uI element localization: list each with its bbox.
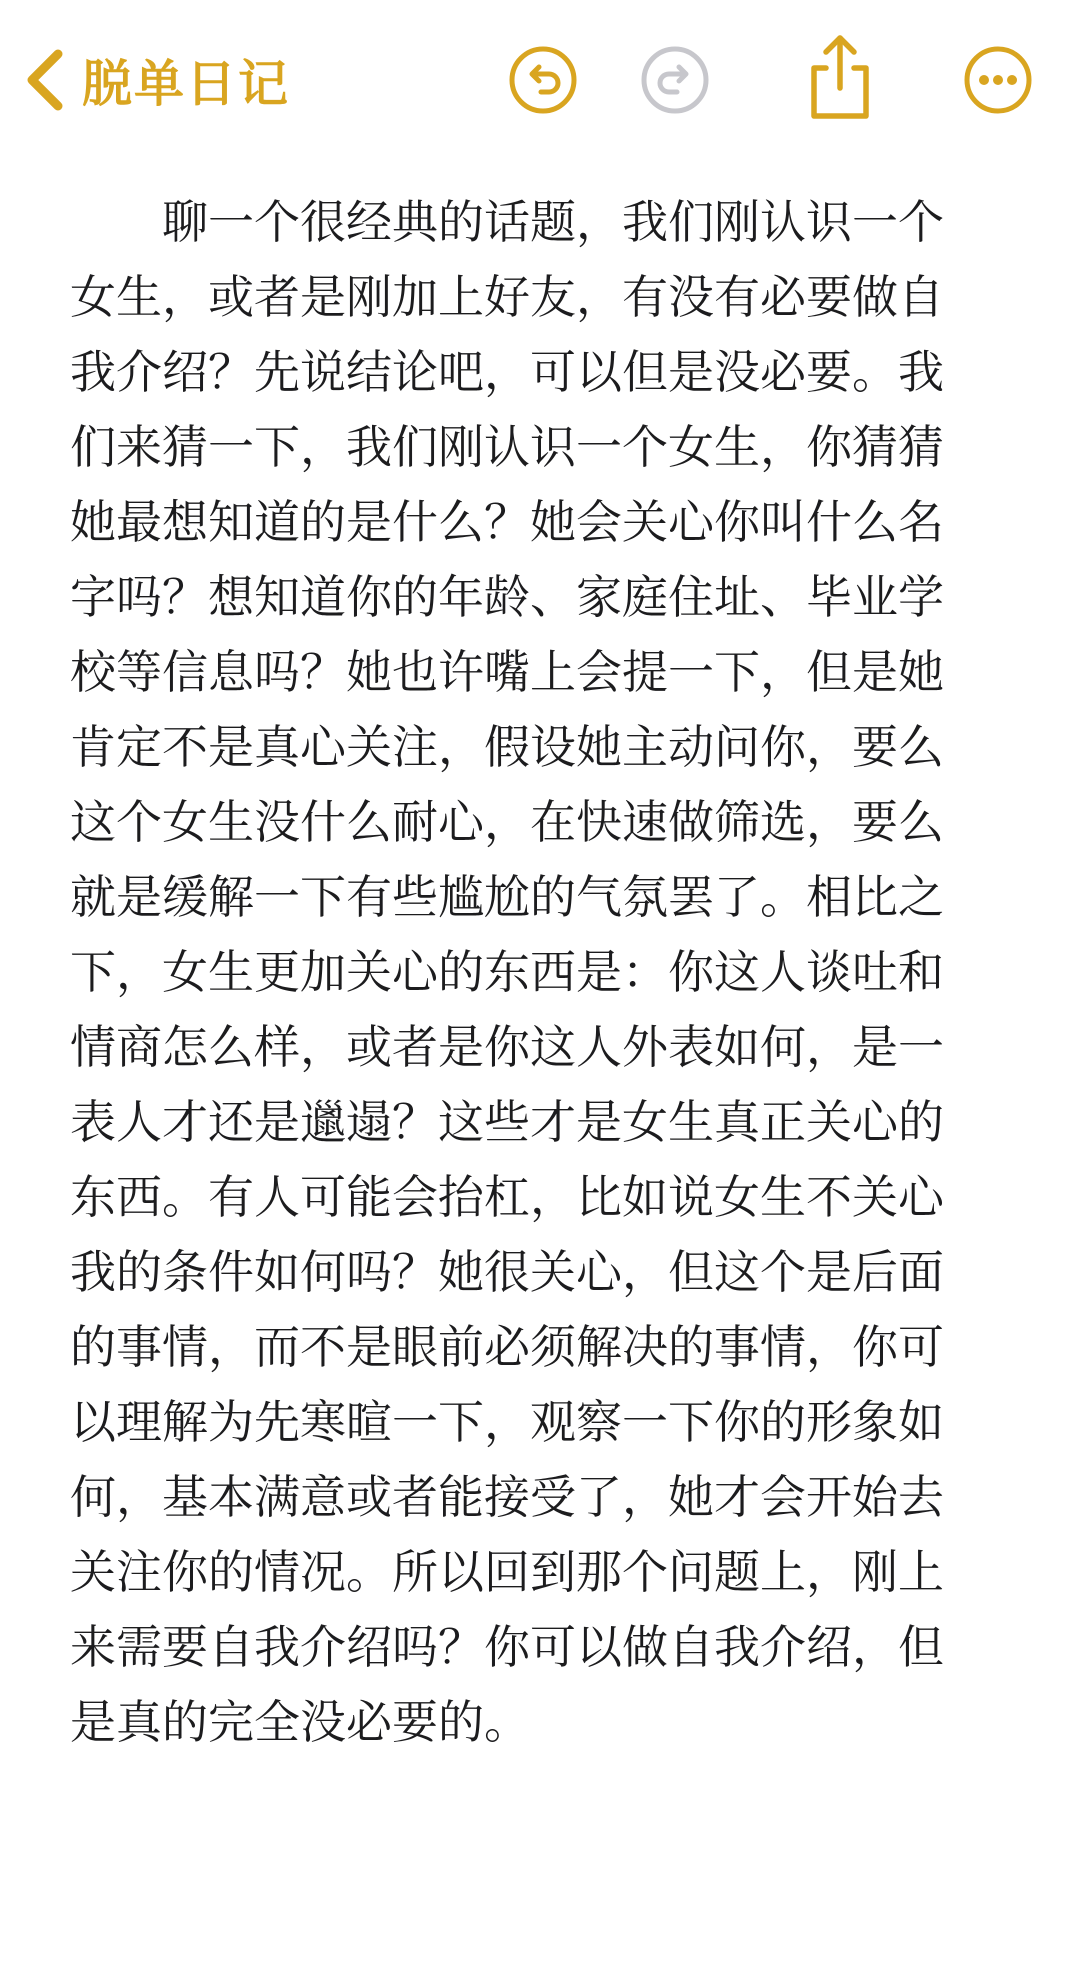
more-button[interactable] <box>960 42 1036 118</box>
note-body-text[interactable]: 聊一个很经典的话题，我们刚认识一个女生，或者是刚加上好友，有没有必要做自我介绍？先说结论吧，可以但是没必要。我们来猜一下，我们刚认识一个女生，你猜猜她最想知道的是什么？她会关心你叫什么名字吗？想知道你的年龄、家庭住址、毕业学校等信息吗？她也许嘴上会提一下，但是她肯定不是真心关注，假设她主动问你，要么这个女生没什么耐心，在快速做筛选，要么就是缓解一下有些尴尬的气氛罢了。相比之下，女生更加关心的东西是：你这人谈吐和情商怎么样，或者是你这人外表如何，是一表人才还是邋遢？这些才是女生真正关心的东西。有人可能会抬杠，比如说女生不关心我的条件如何吗？她很关心，但这个是后面的事情，而不是眼前必须解决的事情，你可以理解为先寒暄一下，观察一下你的形象如何，基本满意或者能接受了，她才会开始去关注你的情况。所以回到那个问题上，刚上来需要自我介绍吗？你可以做自我介绍，但是真的完全没必要的。 <box>70 195 944 1749</box>
undo-button[interactable] <box>505 42 581 118</box>
share-button[interactable] <box>802 32 878 122</box>
undo-icon <box>505 42 581 118</box>
more-icon <box>960 42 1036 118</box>
navigation-bar <box>0 0 1080 160</box>
chevron-left-icon <box>22 48 66 112</box>
share-icon <box>802 32 878 122</box>
back-button[interactable] <box>22 40 290 120</box>
redo-icon <box>637 42 713 118</box>
back-button-label: 脱单日记 <box>82 55 290 113</box>
redo-button[interactable] <box>637 42 713 118</box>
